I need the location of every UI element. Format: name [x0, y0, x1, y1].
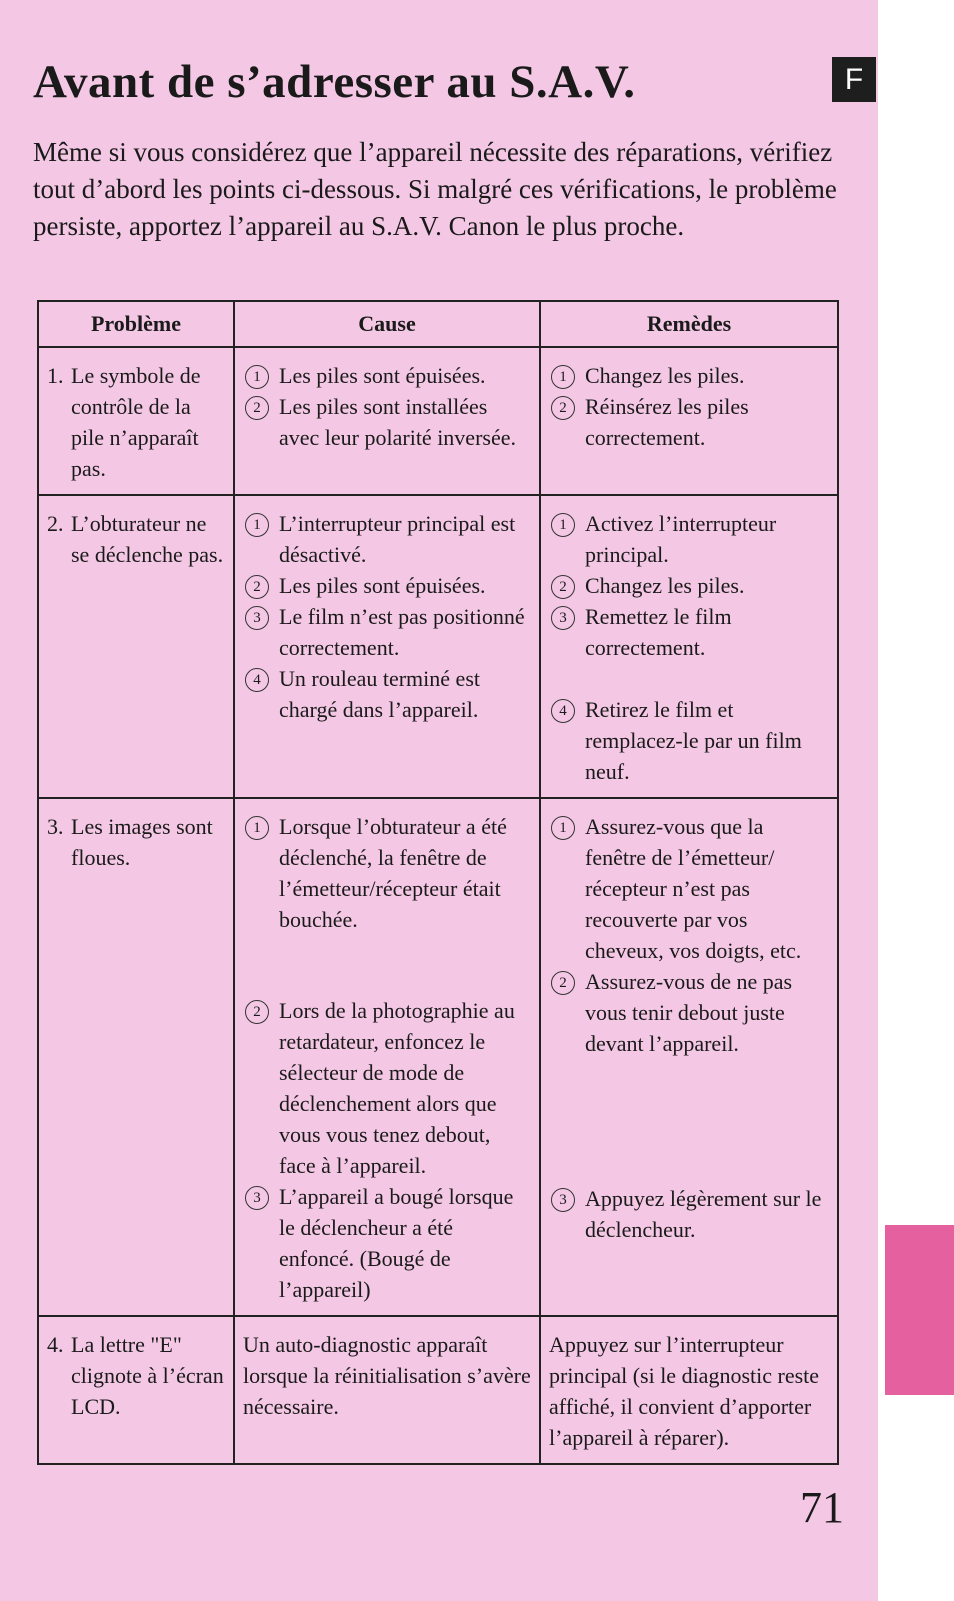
cause-cell — [234, 495, 540, 798]
cause-text: Lors de la photographie au retardateur, enfoncez le sélecteur de mode de déclenchement alors que vous vous tenez debout, face à l’appareil. — [279, 998, 515, 1178]
circled-number-icon: 2 — [551, 396, 575, 420]
problem-text: La lettre "E" clignote à l’écran LCD. — [71, 1332, 224, 1419]
remedy-text: Remettez le film correctement. — [585, 604, 732, 660]
table-row — [38, 1316, 838, 1464]
table-row — [38, 347, 838, 495]
circled-number-icon: 1 — [245, 513, 269, 537]
remedy-text: Changez les piles. — [585, 573, 745, 598]
problem-number: 1. — [47, 363, 64, 388]
table-row — [38, 798, 838, 1316]
problem-text: Le symbole de contrôle de la pile n’apparaît pas. — [71, 363, 201, 481]
remedy-item — [549, 570, 829, 601]
circled-number-icon: 1 — [551, 513, 575, 537]
table-header-row — [38, 301, 838, 347]
cause-item — [243, 570, 531, 601]
page-title: Avant de s’adresser au S.A.V. — [33, 56, 636, 108]
cause-text: Les piles sont installées avec leur polarité inversée. — [279, 394, 516, 450]
circled-number-icon: 3 — [245, 1186, 269, 1210]
cause-text: Les piles sont épuisées. — [279, 363, 486, 388]
problem-number: 2. — [47, 511, 64, 536]
cause-item — [243, 391, 531, 453]
remedy-text: Activez l’interrupteur principal. — [585, 511, 777, 567]
circled-number-icon: 2 — [245, 1000, 269, 1024]
circled-number-icon: 2 — [245, 575, 269, 599]
problem-cell — [38, 1316, 234, 1464]
circled-number-icon: 3 — [551, 606, 575, 630]
cause-item — [243, 663, 531, 725]
header-cause: Cause — [234, 301, 540, 347]
cause-item — [243, 1181, 531, 1305]
cause-item — [243, 360, 531, 391]
cause-text: Un auto-diagnostic apparaît lorsque la réinitialisation s’avère nécessaire. — [243, 1332, 531, 1419]
circled-number-icon: 1 — [245, 816, 269, 840]
table-row — [38, 495, 838, 798]
cause-text: Les piles sont épuisées. — [279, 573, 486, 598]
language-badge: F — [832, 57, 876, 102]
problem-cell — [38, 798, 234, 1316]
cause-text: Le film n’est pas positionné correctement. — [279, 604, 525, 660]
section-tab-marker — [885, 1225, 954, 1395]
remedy-text: Assurez-vous de ne pas vous tenir debout juste devant l’appareil. — [585, 969, 793, 1056]
problem-cell — [38, 347, 234, 495]
remedy-item — [549, 391, 829, 453]
remedy-text: Assurez-vous que la fenêtre de l’émetteur/ récepteur n’est pas recouverte par vos cheveux, vos doigts, etc. — [585, 814, 802, 963]
cause-text: L’appareil a bougé lorsque le déclencheur a été enfoncé. (Bougé de l’appareil) — [279, 1184, 514, 1302]
troubleshooting-table — [37, 300, 839, 1465]
remedy-cell — [540, 1316, 838, 1464]
problem-cell — [38, 495, 234, 798]
intro-paragraph: Même si vous considérez que l’appareil nécessite des réparations, vérifiez tout d’abord les points ci-dessous. Si malgré ces vérifications, le problème persiste, apportez l’appareil au S.A.V. Canon le plus proche. — [33, 137, 837, 241]
circled-number-icon: 4 — [245, 668, 269, 692]
problem-number: 3. — [47, 814, 64, 839]
cause-text: Lorsque l’obturateur a été déclenché, la fenêtre de l’émetteur/récepteur était bouchée. — [279, 814, 507, 932]
cause-item — [243, 601, 531, 663]
page-number: 71 — [800, 1483, 844, 1532]
remedy-item — [549, 508, 829, 570]
remedy-item — [549, 966, 829, 1059]
header-remedies: Remèdes — [540, 301, 838, 347]
remedy-item — [549, 1183, 829, 1245]
circled-number-icon: 2 — [551, 575, 575, 599]
cause-cell — [234, 1316, 540, 1464]
remedy-text: Réinsérez les piles correctement. — [585, 394, 749, 450]
remedy-cell — [540, 798, 838, 1316]
remedy-item — [549, 811, 829, 966]
circled-number-icon: 1 — [551, 365, 575, 389]
cause-cell — [234, 347, 540, 495]
remedy-text: Appuyez sur l’interrupteur principal (si le diagnostic reste affiché, il convient d’apporter l’appareil à réparer). — [549, 1332, 820, 1450]
remedy-text: Appuyez légèrement sur le déclencheur. — [585, 1186, 822, 1242]
remedy-cell — [540, 347, 838, 495]
remedy-text: Retirez le film et remplacez-le par un film neuf. — [585, 697, 802, 784]
cause-item — [243, 995, 531, 1181]
circled-number-icon: 1 — [551, 816, 575, 840]
header-problem: Problème — [38, 301, 234, 347]
circled-number-icon: 3 — [245, 606, 269, 630]
remedy-item — [549, 360, 829, 391]
circled-number-icon: 2 — [551, 971, 575, 995]
cause-text: Un rouleau terminé est chargé dans l’appareil. — [279, 666, 480, 722]
circled-number-icon: 2 — [245, 396, 269, 420]
problem-number: 4. — [47, 1332, 64, 1357]
remedy-cell — [540, 495, 838, 798]
remedy-item — [549, 601, 829, 663]
remedy-item — [549, 694, 829, 787]
cause-item — [243, 508, 531, 570]
circled-number-icon: 4 — [551, 699, 575, 723]
circled-number-icon: 1 — [245, 365, 269, 389]
problem-text: Les images sont floues. — [71, 814, 213, 870]
circled-number-icon: 3 — [551, 1188, 575, 1212]
cause-cell — [234, 798, 540, 1316]
problem-text: L’obturateur ne se déclenche pas. — [71, 511, 224, 567]
cause-text: L’interrupteur principal est désactivé. — [279, 511, 516, 567]
cause-item — [243, 811, 531, 935]
remedy-text: Changez les piles. — [585, 363, 745, 388]
